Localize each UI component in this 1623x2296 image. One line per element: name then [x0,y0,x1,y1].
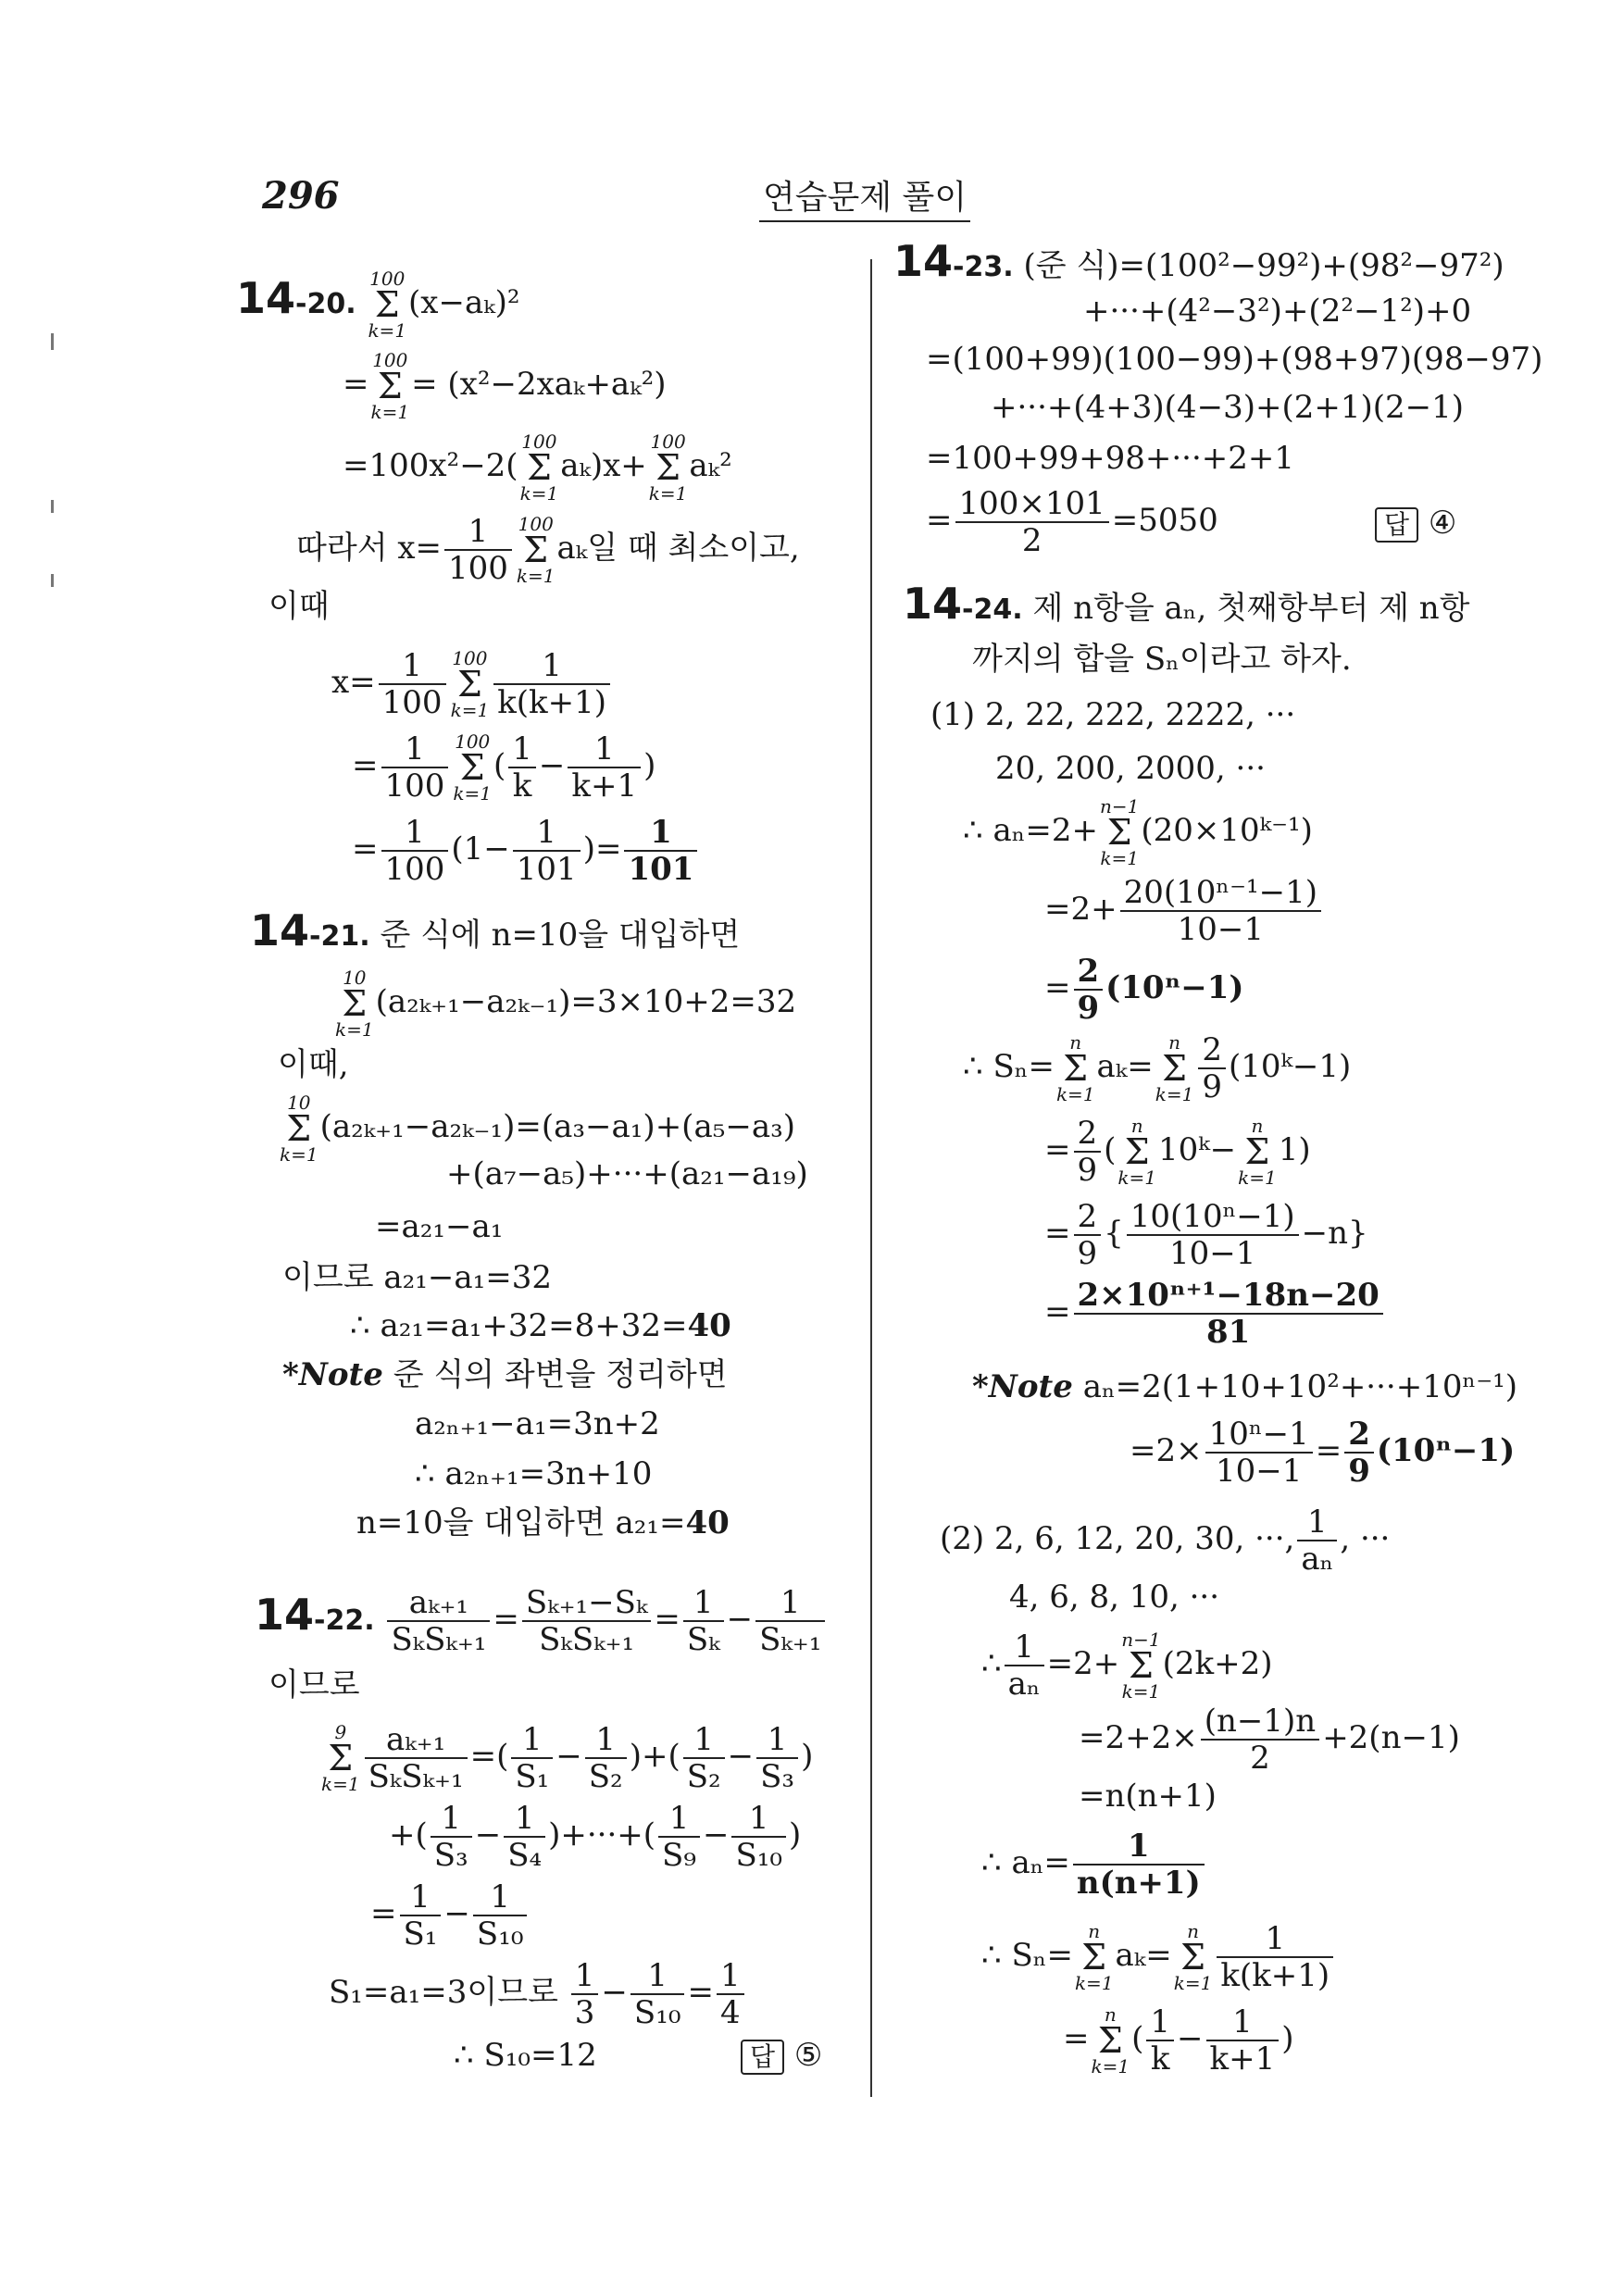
expression: aₖ= [1096,1048,1154,1085]
expression: (10ⁿ−1) [1376,1432,1516,1469]
fraction: $\frac{1}{100}$ [379,648,446,720]
problem-14-21-note [282,1356,728,1393]
expression: ∴ [981,1645,1002,1682]
expression: x= [331,664,376,701]
fraction: $\frac{1}{k+1}$ [568,731,641,804]
text: S₁=a₁=3이므로 [329,1974,558,2011]
problem-14-22-line-6: S₁=a₁=3이므로 $\frac{1}{3}$ − $\frac{1}{\text{S₁₀}}$ = $\frac{1}{4}$ [329,1958,747,2030]
fraction: $\frac{1}{\text{S₁}}$ [400,1879,442,1952]
sigma: n Σ k=1 [1238,1115,1277,1189]
problem-id: 14-24. [903,579,1023,629]
fraction: $\frac{1}{3}$ [571,1958,599,2030]
expression: aₖ² [689,447,732,484]
expression: (2) 2, 6, 12, 20, 30, ···, [940,1520,1295,1557]
expression: =2+ [1046,1645,1120,1682]
problem-14-23-line-2: +···+(4²−3²)+(2²−1²)+0 [1083,293,1472,330]
fraction: $\frac{2}{9}$ [1074,1199,1102,1271]
expression: aₙ=2(1+10+10²+···+10ⁿ⁻¹) [1082,1368,1518,1405]
sigma: 100 Σ k=1 [648,430,688,505]
column-divider [870,259,872,2097]
note-label: *Note [972,1368,1073,1405]
problem-14-24-seq-1-diff: 20, 200, 2000, ··· [995,750,1266,787]
page-number: 296 [262,174,340,218]
sigma: 9 Σ k=1 [321,1721,360,1795]
expression: (2k+2) [1162,1645,1273,1682]
problem-14-22-line-2: 이므로 [268,1666,360,1703]
expression: = [352,830,379,867]
problem-14-24-s1 [963,1032,1351,1104]
fraction: $\frac{\text{aₖ₊₁}}{\text{SₖSₖ₊₁}}$ [365,1722,468,1794]
sigma: n Σ k=1 [1117,1115,1157,1189]
problem-14-24-seq-1: (1) 2, 22, 222, 2222, ··· [930,696,1296,733]
sigma: n−1 Σ k=1 [1100,795,1140,869]
expression: (10ᵏ−1) [1228,1048,1352,1085]
expression: aₖ)x+ [560,447,647,484]
problem-14-21-line-4 [278,1092,795,1165]
answer-label: 답 [1375,507,1418,543]
sigma: 100 Σ k=1 [370,349,410,423]
expression: 1) [1278,1131,1311,1168]
answer: (10ⁿ−1) [1105,969,1244,1006]
problem-14-21-line-11: ∴ a₂ₙ₊₁=3n+10 [415,1455,653,1492]
problem-14-22-line-3: 9 Σ k=1 $\frac{\text{aₖ₊₁}}{\text{SₖSₖ₊₁}}$ =( $\frac{1}{\text{S₁}}$ − $\frac{1}{\text{S₂}}$ )+( $\frac{1}{\text{S₂}}$ − $\frac{1}{\text{S₃}}$ ) [321,1721,814,1795]
problem-14-24-b1 [981,1629,1273,1702]
problem-14-20-line-5: 이때 [268,588,330,625]
problem-id: 14-23. [893,236,1014,286]
fraction: $\frac{1}{\text{S₂}}$ [683,1722,725,1794]
sigma: n Σ k=1 [1074,1920,1114,1994]
answer-box-14-23 [1375,505,1456,543]
fraction: $\frac{1}{k+1}$ [1206,2004,1280,2077]
problem-14-23-line-1 [893,236,1504,286]
fraction: $\frac{1}{\text{S₁₀}}$ [731,1801,786,1873]
fraction: $\frac{2}{9}$ [1074,1116,1102,1188]
problem-14-24-line-1 [903,579,1470,629]
problem-14-24-a1 [963,796,1313,868]
expression: = [1044,969,1071,1006]
answer-fraction: $\frac{\text{2×10ⁿ⁺¹−18n−20}}{81}$ [1074,1278,1383,1350]
fraction: $\frac{\text{10(10ⁿ−1)}}{10-1}$ [1127,1199,1299,1271]
problem-14-24-a3 [1044,954,1243,1026]
fraction: $\frac{1}{k}$ [508,731,536,804]
expression: =2+ [1044,891,1117,928]
expression: =5050 [1111,502,1218,539]
sigma: 10 Σ k=1 [280,1092,318,1166]
problem-14-23-line-6: = $\frac{100\times 101}{2}$ =5050 [926,485,1218,559]
problem-14-21-line-6: =a₂₁−a₁ [375,1208,504,1245]
sigma: 10 Σ k=1 [335,967,374,1041]
problem-14-23-line-5: =100+99+98+···+2+1 [926,440,1295,477]
fraction: $\frac{1}{100}$ [444,514,512,586]
problem-14-22-line-5: = $\frac{1}{\text{S₁}}$ − $\frac{1}{\text{S₁₀}}$ [370,1879,530,1952]
problem-14-24-b4 [981,1828,1207,1901]
fraction: $\frac{1}{100}$ [381,815,449,887]
fraction: $\frac{\text{20(10ⁿ⁻¹−1)}}{10-1}$ [1120,875,1321,947]
fraction: $\frac{1}{\text{S₉}}$ [658,1801,700,1873]
fraction: $\frac{1}{k}$ [1146,2004,1174,2077]
sigma: n−1 Σ k=1 [1121,1628,1161,1703]
problem-14-22-line-1: 14-22. $\frac{\text{aₖ₊₁}}{\text{SₖSₖ₊₁}}$ = $\frac{\text{Sₖ₊₁−Sₖ}}{\text{SₖSₖ₊₁}}$ = $\frac{1}{\text{Sₖ}}$ − $\frac{1}{\text{Sₖ₊₁}}$ [255,1585,828,1657]
expression: ∴ aₙ=2+ [963,812,1099,849]
problem-14-24-s4: = $\frac{\text{2×10ⁿ⁺¹−18n−20}}{81}$ [1044,1278,1386,1350]
problem-14-24-a2 [1044,875,1324,947]
expression: = [1315,1432,1342,1469]
problem-14-21-line-8 [350,1307,731,1344]
problem-14-20-line-4 [296,514,800,586]
expression: ∴ a₂₁=a₁+32=8+32= [350,1307,688,1344]
problem-id: 14-22. [255,1590,375,1640]
expression: (20×10ᵏ⁻¹) [1141,812,1313,849]
expression: = [352,747,379,784]
answer-choice: ④ [1428,505,1457,542]
fraction: $\frac{1}{\text{S₂}}$ [585,1722,627,1794]
sigma: 100 Σ k=1 [516,513,556,587]
fraction: $\frac{2}{9}$ [1198,1032,1226,1104]
answer: 40 [687,1307,731,1344]
margin-mark [51,574,54,587]
problem-14-21-line-1 [250,905,741,955]
text: 따라서 x= [296,530,443,567]
sigma: n Σ k=1 [1155,1031,1194,1105]
problem-14-24-c2: = n Σ k=1 ( $\frac{1}{k}$ − $\frac{1}{k+1}$ ) [1063,2003,1294,2078]
problem-14-24-b3: =n(n+1) [1079,1778,1217,1815]
fraction: $\frac{100\times 101}{2}$ [955,486,1109,558]
fraction: $\frac{1}{\text{S₄}}$ [504,1801,545,1873]
expression: )+···+( [548,1816,656,1853]
fraction: $\frac{1}{\text{S₃}}$ [431,1801,472,1873]
fraction: $\frac{1}{\text{Sₖ}}$ [683,1585,724,1657]
fraction: $\frac{1}{\text{Sₖ₊₁}}$ [755,1585,825,1657]
problem-14-20-line-8 [352,815,700,887]
answer-choice: ⑤ [793,2037,823,2074]
fraction: $\frac{\text{10ⁿ−1}}{10-1}$ [1205,1416,1313,1489]
expression: (a₂ₖ₊₁−a₂ₖ₋₁)=3×10+2=32 [375,983,797,1020]
problem-14-21-line-3: 이때, [278,1046,349,1083]
expression: (1− [451,830,510,867]
expression: =2× [1130,1432,1203,1469]
fraction: $\frac{1}{100}$ [381,731,449,804]
fraction: $\frac{1}{\text{aₙ}}$ [1297,1504,1337,1577]
expression: +2(n−1) [1322,1719,1460,1756]
expression: ∴ aₙ= [981,1844,1070,1881]
problem-14-21-line-2 [333,967,796,1040]
fraction: $\frac{1}{k(k+1)}$ [1217,1921,1333,1993]
problem-14-20-line-2: = 100 Σ k=1 = (x²−2xaₖ+aₖ²) [343,349,667,423]
problem-14-20-line-3 [343,431,732,504]
problem-14-20-line-7: = $\frac{1}{100}$ 100 Σ k=1 ( $\frac{1}{k}$ − $\frac{1}{k+1}$ ) [352,730,656,805]
answer-fraction: $\frac{1}{101}$ [624,815,697,887]
sigma: 100 Σ k=1 [453,730,493,805]
expression: (준 식)=(100²−99²)+(98²−97²) [1023,247,1504,284]
expression: (a₂ₖ₊₁−a₂ₖ₋₁)=(a₃−a₁)+(a₅−a₃) [319,1108,795,1145]
sigma: 100 Σ k=1 [368,268,407,342]
fraction: $\frac{\text{aₖ₊₁}}{\text{SₖSₖ₊₁}}$ [387,1585,490,1657]
sigma: 100 Σ k=1 [450,647,490,721]
note-label: *Note [282,1356,383,1393]
expression: )= [582,830,622,867]
fraction: $\frac{1}{\text{S₁₀}}$ [473,1879,528,1952]
answer-box-14-22 [741,2037,822,2075]
expression: = (x²−2xaₖ+aₖ²) [411,366,667,403]
answer-label: 답 [741,2040,784,2075]
text: 준 식에 n=10을 대입하면 [380,917,741,954]
problem-id: 14-21. [250,905,370,955]
problem-14-24-line-2: 까지의 합을 Sₙ이라고 하자. [972,641,1352,678]
sigma: 100 Σ k=1 [519,430,559,505]
expression: −n} [1301,1215,1368,1252]
problem-14-23-line-3: =(100+99)(100−99)+(98+97)(98−97) [926,341,1543,378]
expression: = [1063,2020,1090,2057]
problem-14-24-b2 [1079,1703,1460,1776]
fraction: $\frac{1}{101}$ [513,815,581,887]
sigma: n Σ k=1 [1173,1920,1213,1994]
sigma: n Σ k=1 [1055,1031,1095,1105]
margin-mark [51,333,54,350]
fraction: $\frac{2}{9}$ [1074,954,1104,1026]
problem-14-20-line-1 [236,268,520,341]
text: 준 식의 좌변을 정리하면 [393,1356,728,1393]
expression: (x−aₖ)² [408,284,520,321]
problem-14-23-line-4: +···+(4+3)(4−3)+(2+1)(2−1) [991,389,1465,426]
problem-14-20-line-6 [331,648,613,720]
problem-14-21-line-7: 이므로 a₂₁−a₁=32 [282,1259,553,1296]
expression: ∴ Sₙ= [981,1937,1073,1974]
fraction: $\frac{(n-1)n}{2}$ [1201,1703,1319,1776]
fraction: $\frac{1}{\text{S₁₀}}$ [630,1958,685,2030]
answer: 40 [685,1504,730,1541]
problem-14-22-line-7: ∴ S₁₀=12 [454,2037,597,2074]
expression: , ··· [1340,1520,1391,1557]
problem-14-21-line-10: a₂ₙ₊₁−a₁=3n+2 [415,1405,660,1442]
expression: =2+2× [1079,1719,1198,1756]
problem-14-24-c1 [981,1921,1336,1993]
fraction: $\frac{1}{\text{S₃}}$ [756,1722,798,1794]
problem-id: 14-20. [236,273,356,323]
sigma: n Σ k=1 [1091,2003,1130,2078]
fraction: $\frac{\text{Sₖ₊₁−Sₖ}}{\text{SₖSₖ₊₁}}$ [522,1585,651,1657]
text: 제 n항을 aₙ, 첫째항부터 제 n항 [1032,590,1470,627]
fraction: $\frac{1}{\text{S₁}}$ [511,1722,553,1794]
fraction: $\frac{2}{9}$ [1344,1416,1374,1489]
problem-14-21-line-5: +(a₇−a₅)+···+(a₂₁−a₁₉) [446,1155,808,1192]
answer-fraction: $\frac{1}{n(n+1)}$ [1073,1828,1205,1901]
problem-14-22-line-4: +( $\frac{1}{\text{S₃}}$ − $\frac{1}{\text{S₄}}$ )+···+( $\frac{1}{\text{S₉}}$ − $\frac{1}{\text{S₁₀}}$ ) [389,1800,802,1874]
fraction: $\frac{1}{4}$ [717,1958,744,2030]
margin-mark [51,500,54,513]
expression: n=10을 대입하면 a₂₁= [356,1504,686,1541]
expression: 10ᵏ− [1158,1131,1237,1168]
text: aₖ일 때 최소이고, [556,530,800,567]
problem-14-24-seq-2-diff: 4, 6, 8, 10, ··· [1009,1578,1220,1616]
expression: ∴ Sₙ= [963,1048,1055,1085]
problem-14-24-s2: = $\frac{2}{9}$ ( n Σ k=1 10ᵏ− n Σ k=1 1) [1044,1115,1311,1189]
problem-14-21-line-12 [356,1504,730,1541]
problem-14-24-s3: = $\frac{2}{9}$ { $\frac{\text{10(10ⁿ−1)}}{10-1}$ −n} [1044,1198,1368,1272]
expression: =100x²−2( [343,447,518,484]
problem-14-24-note [972,1368,1517,1405]
expression: aₖ= [1115,1937,1172,1974]
fraction: $\frac{1}{k(k+1)}$ [493,648,610,720]
problem-14-24-seq-2 [940,1504,1390,1577]
problem-14-24-note-2 [1130,1416,1515,1489]
page-title: 연습문제 풀이 [759,171,970,222]
fraction: $\frac{1}{\text{aₙ}}$ [1005,1629,1044,1702]
